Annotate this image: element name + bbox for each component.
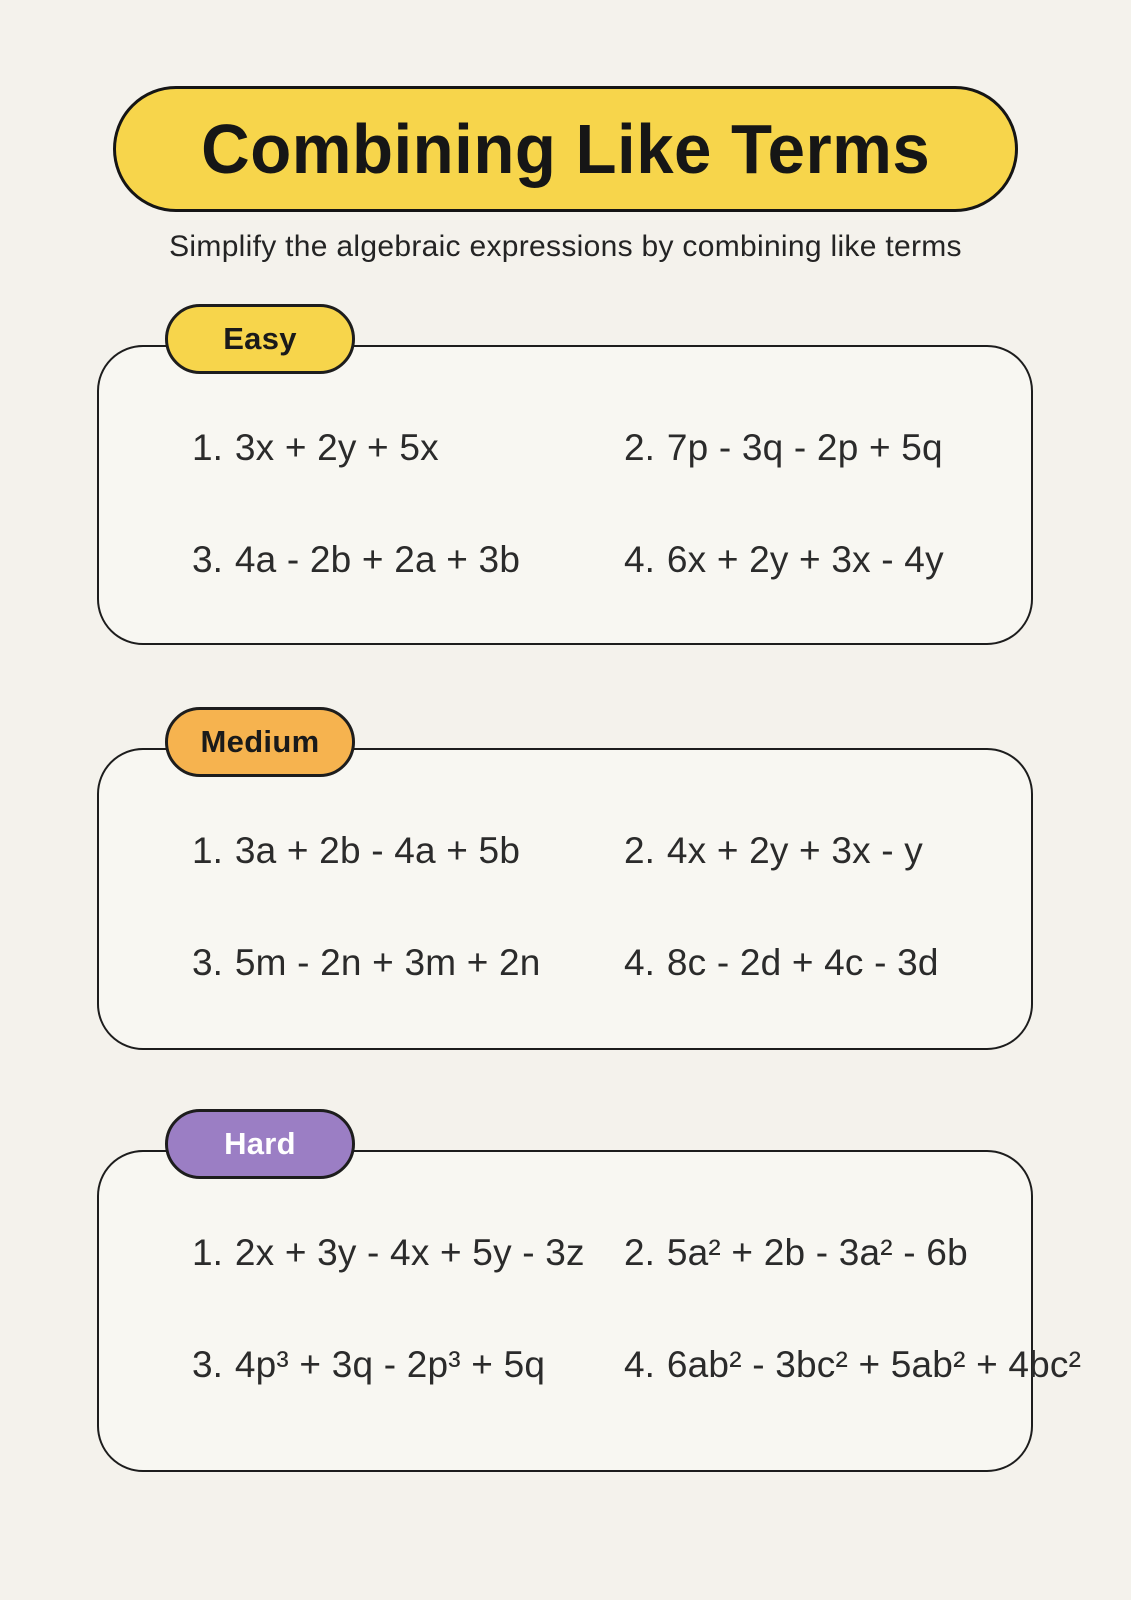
page-title: Combining Like Terms bbox=[200, 110, 930, 188]
easy-section-card bbox=[97, 321, 1033, 645]
title-banner bbox=[113, 86, 1018, 212]
problem-expression: 8c - 2d + 4c - 3d bbox=[666, 942, 939, 983]
hard-section-card bbox=[97, 1126, 1082, 1472]
problem-expression: 4x + 2y + 3x - y bbox=[666, 830, 924, 871]
problem-expression: 7p - 3q - 2p + 5q bbox=[666, 427, 943, 468]
problem-expression: 6ab² - 3bc² + 5ab² + 4bc² bbox=[666, 1344, 1082, 1385]
problem-item bbox=[192, 537, 624, 583]
problem-number: 1. bbox=[192, 427, 223, 468]
hard-problems bbox=[99, 1152, 1082, 1388]
problem-number: 1. bbox=[192, 1232, 223, 1273]
medium-badge bbox=[165, 707, 355, 777]
hard-badge bbox=[165, 1109, 355, 1179]
problem-item bbox=[192, 1342, 624, 1388]
problem-number: 4. bbox=[624, 539, 655, 580]
medium-badge-label: Medium bbox=[200, 724, 320, 759]
problem-number: 3. bbox=[192, 1344, 223, 1385]
problem-item bbox=[192, 940, 624, 986]
problem-number: 2. bbox=[624, 830, 655, 871]
problem-expression: 3a + 2b - 4a + 5b bbox=[234, 830, 521, 871]
problem-number: 1. bbox=[192, 830, 223, 871]
problem-item bbox=[624, 1342, 1081, 1388]
problem-item bbox=[624, 828, 1011, 874]
medium-problems bbox=[99, 750, 1031, 986]
easy-badge-label: Easy bbox=[223, 321, 297, 356]
problem-number: 3. bbox=[192, 942, 223, 983]
problem-expression: 4p³ + 3q - 2p³ + 5q bbox=[234, 1344, 546, 1385]
problem-item bbox=[192, 1230, 624, 1276]
problem-expression: 2x + 3y - 4x + 5y - 3z bbox=[234, 1232, 585, 1273]
problem-expression: 3x + 2y + 5x bbox=[234, 427, 439, 468]
problem-number: 2. bbox=[624, 427, 655, 468]
problem-item bbox=[624, 537, 1011, 583]
problem-number: 3. bbox=[192, 539, 223, 580]
problem-expression: 6x + 2y + 3x - 4y bbox=[666, 539, 944, 580]
problem-expression: 4a - 2b + 2a + 3b bbox=[234, 539, 521, 580]
easy-badge bbox=[165, 304, 355, 374]
page-subtitle: Simplify the algebraic expressions by combining like terms bbox=[169, 230, 962, 263]
problem-item bbox=[624, 1230, 1081, 1276]
problem-number: 4. bbox=[624, 942, 655, 983]
problem-item bbox=[192, 425, 624, 471]
problem-expression: 5m - 2n + 3m + 2n bbox=[234, 942, 541, 983]
medium-section-card bbox=[97, 724, 1033, 1050]
problem-number: 4. bbox=[624, 1344, 655, 1385]
hard-badge-label: Hard bbox=[224, 1126, 296, 1161]
problem-number: 2. bbox=[624, 1232, 655, 1273]
problem-expression: 5a² + 2b - 3a² - 6b bbox=[666, 1232, 968, 1273]
problem-item bbox=[624, 425, 1011, 471]
problem-item bbox=[192, 828, 624, 874]
easy-problems bbox=[99, 347, 1031, 583]
problem-item bbox=[624, 940, 1011, 986]
